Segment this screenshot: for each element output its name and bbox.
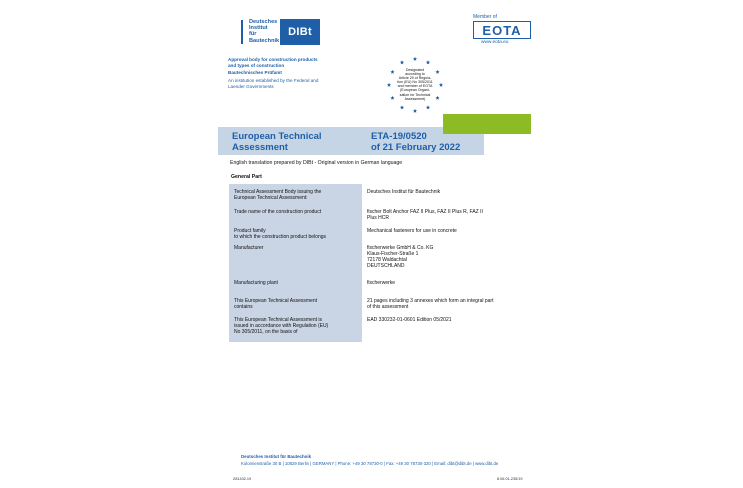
- label-line: issued in accordance with Regulation (EU): [234, 323, 329, 329]
- eota-logo: EOTA: [473, 21, 531, 39]
- dibt-line-3: für: [249, 31, 257, 38]
- footer-code-left: Z81432.19: [233, 477, 252, 481]
- eota-url: www.eota.eu: [481, 40, 509, 45]
- intro-line-1: Approval body for construction products: [228, 57, 318, 62]
- designation-line: sation for Technical: [399, 92, 431, 97]
- designation-line: Article 29 of Regula-: [398, 76, 432, 81]
- intro-line-2: and types of construction: [228, 62, 285, 68]
- row-label: [234, 189, 360, 201]
- dibt-logo-text: [249, 19, 279, 44]
- designation-text: [392, 68, 438, 101]
- designation-line: Assessment): [404, 96, 426, 101]
- translation-note: English translation prepared by DIBt - Original version in German language: [230, 160, 403, 166]
- intro-line-3: Bautechnisches Prüfamt: [228, 70, 282, 75]
- dibt-line-1: Deutsches: [249, 19, 278, 25]
- title-line-1: European Technical: [232, 131, 322, 142]
- designation-line: according to: [405, 72, 425, 77]
- star-icon: [439, 83, 443, 87]
- value-line: of this assessment: [367, 304, 409, 310]
- star-icon: [413, 57, 417, 61]
- value-line: DEUTSCHLAND: [367, 263, 405, 269]
- intro-line-5: Laender Governments: [228, 84, 274, 89]
- label-line: Manufacturer: [234, 245, 264, 251]
- value-line: Mechanical fasteners for use in concrete: [367, 228, 457, 234]
- row-value: [367, 209, 517, 221]
- dibt-logo-box: DIBt: [280, 19, 320, 45]
- value-line: fischer Bolt Anchor FAZ II Plus, FAZ II Plus R, FAZ II: [367, 209, 483, 215]
- eta-number: [371, 131, 460, 153]
- designation-line: Designated: [405, 68, 425, 72]
- label-line: Trade name of the construction product: [234, 209, 322, 215]
- label-line: Technical Assessment Body issuing the: [234, 189, 322, 195]
- label-line: No 305/2011, on the basis of: [234, 329, 298, 335]
- eta-date: of 21 February 2022: [371, 142, 461, 153]
- footer-code-right: 8.06.01-235/19: [497, 477, 523, 481]
- label-line: This European Technical Assessment is: [234, 317, 323, 323]
- eta-id: ETA-19/0520: [371, 131, 427, 142]
- label-line: This European Technical Assessment: [234, 298, 318, 304]
- row-value: [367, 228, 517, 234]
- dibt-line-4: Bautechnik: [249, 37, 280, 44]
- intro-line-4: An institution established by the Federal and: [228, 78, 319, 83]
- row-label: [234, 228, 360, 240]
- value-line: Klaus-Fischer-Straße 1: [367, 251, 419, 257]
- row-value: [367, 189, 517, 195]
- label-line: Product family: [234, 228, 266, 234]
- title-line-2: Assessment: [232, 142, 288, 153]
- dibt-line-2: Institut: [249, 25, 268, 32]
- star-icon: [400, 105, 404, 109]
- value-line: fischerwerke GmbH & Co. KG: [367, 245, 434, 251]
- value-line: Deutsches Institut für Bautechnik: [367, 189, 441, 195]
- value-line: Plus HCR: [367, 215, 389, 221]
- value-line: 21 pages including 3 annexes which form an integral part: [367, 298, 494, 304]
- value-line: EAD 330232-01-0601 Edition 05/2021: [367, 317, 452, 323]
- star-icon: [426, 60, 430, 64]
- star-icon: [413, 109, 417, 113]
- value-line: 72178 Waldachtal: [367, 257, 407, 263]
- row-value: [367, 280, 517, 286]
- label-line: European Technical Assessment:: [234, 195, 308, 201]
- row-label: [234, 317, 360, 335]
- designation-line: tion (EU) No 305/2011: [397, 80, 433, 85]
- document-title: [232, 131, 322, 153]
- row-value: [367, 245, 517, 269]
- row-label: [234, 209, 360, 215]
- general-part-heading: General Part: [231, 174, 262, 180]
- row-label: [234, 245, 360, 251]
- footer-org: Deutsches Institut für Bautechnik: [241, 454, 312, 459]
- designation-line: and member of EOTA: [397, 84, 433, 89]
- footer-address: Kolonnenstraße 30 B | 10829 Berlin | GERMANY | Phone: +49 30 78730-0 | Fax: +49 30 78730-320 | Email: dibt@dibt.de | www.dibt.de: [241, 461, 499, 466]
- label-line: to which the construction product belongs: [234, 234, 326, 240]
- row-label: [234, 280, 360, 286]
- label-line: Manufacturing plant: [234, 280, 278, 286]
- row-label: [234, 298, 360, 310]
- star-icon: [426, 105, 430, 109]
- designation-line: (European Organi-: [400, 88, 430, 93]
- dibt-logo-bar: [241, 20, 243, 44]
- label-line: contains: [234, 304, 253, 310]
- value-line: fischerwerke: [367, 280, 396, 286]
- star-icon: [387, 83, 391, 87]
- row-value: [367, 317, 517, 323]
- eota-member-label: Member of: [473, 14, 497, 20]
- row-value: [367, 298, 517, 310]
- star-icon: [400, 60, 404, 64]
